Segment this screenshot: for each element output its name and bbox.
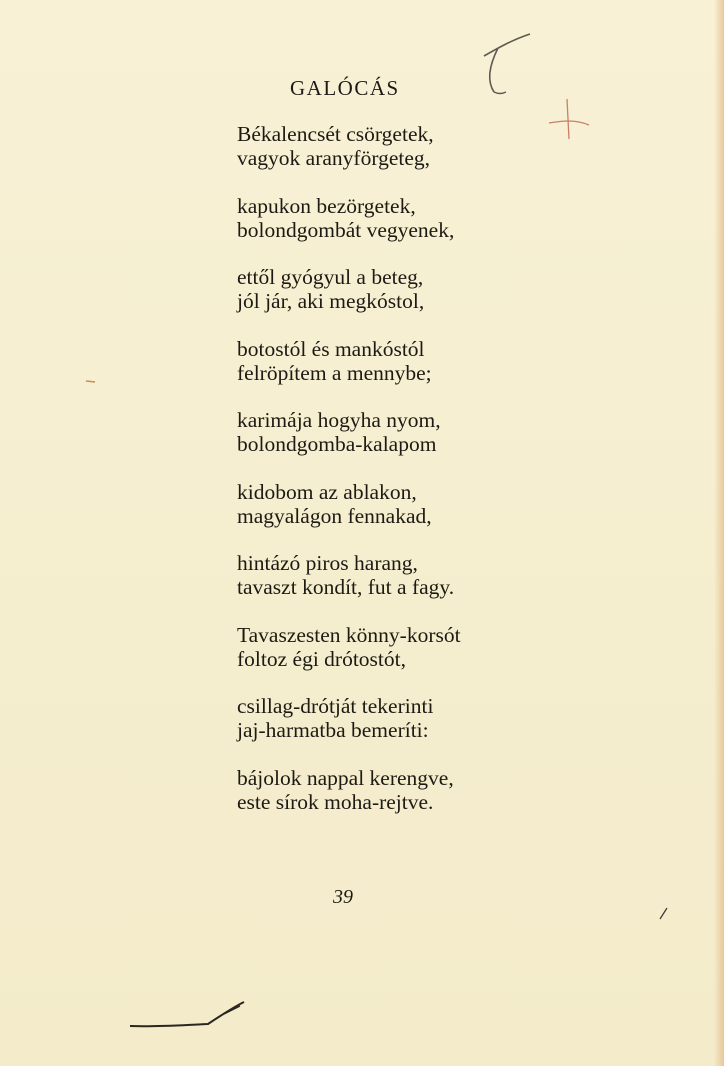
stanza — [237, 265, 567, 313]
poem-line: kapukon bezörgetek, — [237, 193, 416, 218]
poem-line: bájolok nappal kerengve, — [237, 765, 454, 790]
stanza — [237, 623, 567, 671]
stanza — [237, 766, 567, 814]
poem-line: este sírok moha-rejtve. — [237, 789, 434, 814]
page-edge-shadow — [714, 0, 724, 1066]
poem-line: bolondgomba-kalapom — [237, 432, 437, 456]
poem-line: vagyok aranyförgeteg, — [237, 146, 431, 170]
poem-line: karimája hogyha nyom, — [237, 408, 441, 432]
poem-line: Tavaszesten könny-korsót — [237, 622, 461, 647]
poem-line: botostól és mankóstól — [237, 336, 425, 361]
poem-line: csillag-drótját tekerinti — [237, 694, 434, 718]
stanza — [237, 122, 567, 170]
poem-line: magyalágon fennakad, — [237, 503, 432, 528]
poem-line: felröpítem a mennybe; — [237, 360, 432, 385]
stanza — [237, 480, 567, 528]
stanza — [237, 194, 567, 242]
poem-body — [237, 122, 567, 837]
stanza — [237, 551, 567, 599]
poem-line: hintázó piros harang, — [237, 551, 418, 575]
poem-line: jaj-harmatba bemeríti: — [237, 718, 429, 742]
ink-scribble-mark — [128, 996, 258, 1036]
poem-line: Békalencsét csörgetek, — [237, 122, 434, 146]
poem-line: kidobom az ablakon, — [237, 479, 417, 504]
poem-title: GALÓCÁS — [290, 76, 400, 100]
stanza — [237, 337, 567, 385]
poem-line: tavaszt kondít, fut a fagy. — [237, 575, 455, 599]
poem-line: jól jár, aki megkóstol, — [237, 289, 425, 313]
tick-mark — [658, 905, 670, 921]
pencil-annotation-mark — [470, 28, 550, 108]
stanza — [237, 694, 567, 742]
poem-line: ettől gyógyul a beteg, — [237, 265, 424, 289]
poem-line: bolondgombát vegyenek, — [237, 217, 455, 242]
margin-dash-mark — [84, 376, 98, 386]
poem-line: foltoz égi drótostót, — [237, 646, 406, 671]
stanza — [237, 408, 567, 456]
page-number: 39 — [333, 886, 353, 908]
